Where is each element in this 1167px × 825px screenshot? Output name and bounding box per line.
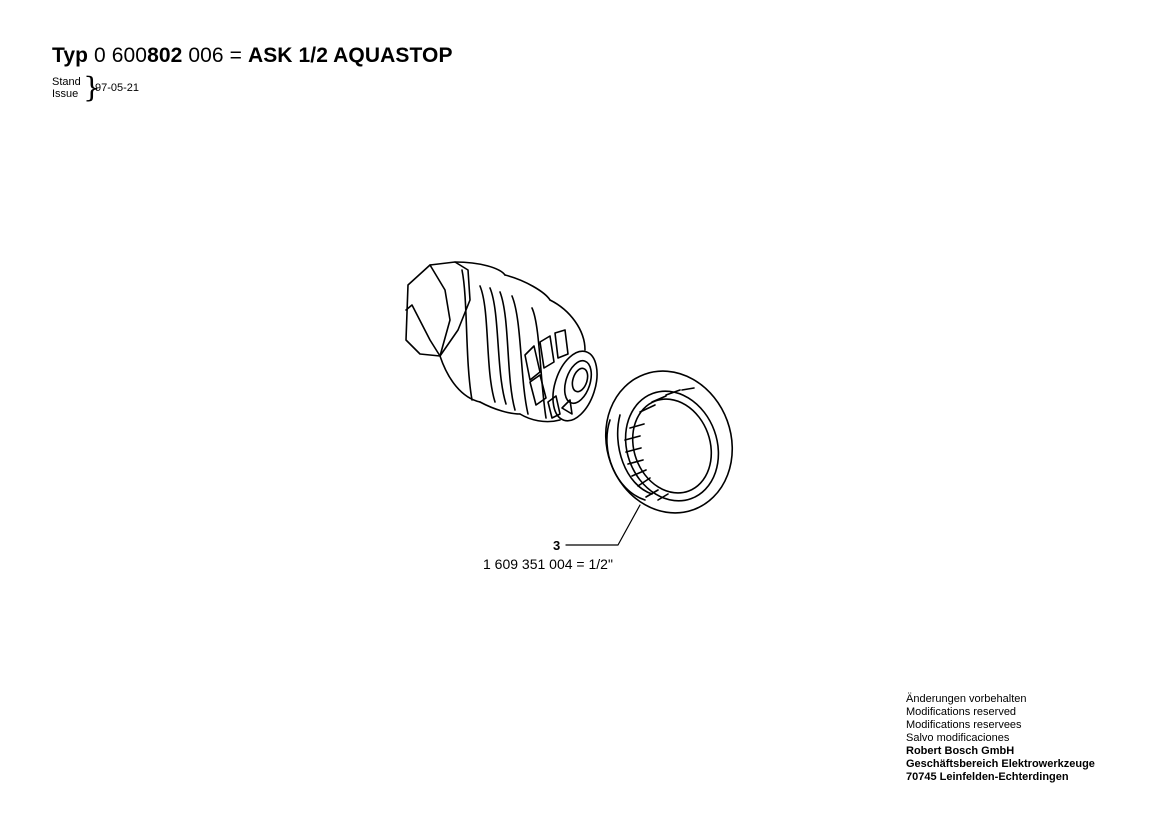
footer-notice (906, 693, 1095, 784)
footer-address: 70745 Leinfelden-Echterdingen (906, 771, 1069, 783)
typ-label: Typ (52, 44, 89, 67)
product-name: ASK 1/2 AQUASTOP (247, 44, 453, 67)
footer-line-es: Salvo modificaciones (906, 732, 1010, 744)
hose-connector-body (406, 262, 605, 426)
callout-part-number: 1 609 351 004 = 1/2" (483, 556, 613, 572)
footer-line-en: Modifications reserved (906, 706, 1017, 718)
footer-line-fr: Modifications reservees (906, 719, 1022, 731)
footer-company: Robert Bosch GmbH (906, 745, 1015, 757)
type-number-part3: 006 = (188, 44, 242, 67)
issue-label-stand: Stand (52, 76, 81, 88)
callout-leader-line (566, 505, 640, 545)
coupling-nut (586, 353, 752, 531)
issue-label-issue: Issue (52, 88, 79, 100)
callout-item-number: 3 (553, 538, 561, 553)
issue-date: 97-05-21 (95, 82, 140, 94)
brace-icon: } (83, 71, 101, 104)
footer-line-de: Änderungen vorbehalten (906, 693, 1027, 705)
type-number-part1: 0 600 (94, 44, 148, 67)
footer-division: Geschäftsbereich Elektrowerkzeuge (906, 758, 1095, 770)
type-number-part2: 802 (147, 44, 183, 67)
